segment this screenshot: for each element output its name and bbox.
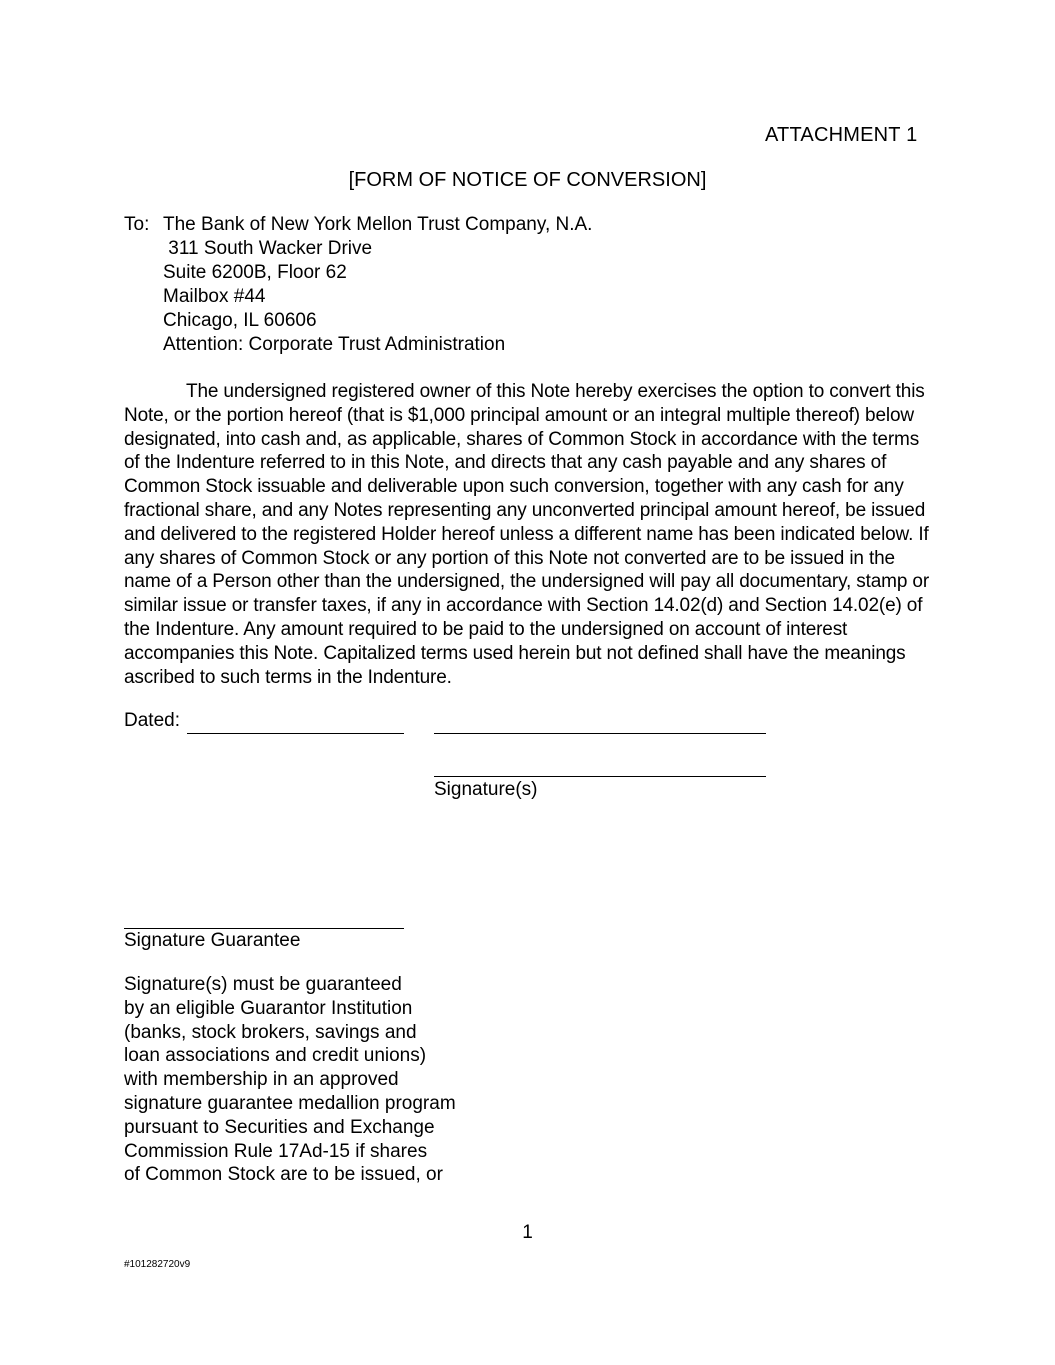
signature-caption: Signature(s)	[434, 779, 538, 800]
address-line: Mailbox #44	[163, 286, 266, 307]
address-line: Chicago, IL 60606	[163, 310, 317, 331]
address-lines	[163, 213, 592, 357]
attachment-label: ATTACHMENT 1	[765, 124, 918, 146]
date-blank-line[interactable]	[187, 733, 404, 734]
signature-guarantee-line[interactable]	[124, 928, 404, 929]
document-id: #101282720v9	[124, 1259, 191, 1270]
address-line: 311 South Wacker Drive	[163, 238, 373, 259]
signature-line-1[interactable]	[434, 733, 766, 734]
conversion-notice-paragraph: The undersigned registered owner of this Note hereby exercises the option to convert this Note, or the portion hereof (that is $1,000 principal amount or an integral multiple thereof) below designated, into cash and, as applicable, shares of Common Stock in accordance with the terms of the Indenture referred to in this Note, and directs that any cash payable and any shares of Common Stock issuable and deliverable upon such conversion, together with any cash for any fractional share, and any Notes representing any unconverted principal amount hereof, be issued and delivered to the registered Holder hereof unless a different name has been indicated below. If any shares of Common Stock or any portion of this Note not converted are to be issued in the name of a Person other than the undersigned, the undersigned will pay all documentary, stamp or similar issue or transfer taxes, if any in accordance with Section 14.02(d) and Section 14.02(e) of the Indenture. Any amount required to be paid to the undersigned on account of interest accompanies this Note. Capitalized terms used herein but not defined shall have the meanings ascribed to such terms in the Indenture.	[124, 381, 929, 688]
address-line: Attention: Corporate Trust Administration	[163, 334, 506, 355]
dated-label: Dated:	[124, 710, 180, 731]
page-number: 1	[522, 1222, 533, 1243]
address-line: Suite 6200B, Floor 62	[163, 262, 347, 283]
form-title: [FORM OF NOTICE OF CONVERSION]	[348, 169, 707, 191]
guarantee-requirements-text: Signature(s) must be guaranteed by an eligible Guarantor Institution (banks, stock brokers, savings and loan associations and credit unions) with membership in an approved signature guarantee medallion program pursuant to Securities and Exchange Commission Rule 17Ad-15 if shares of Common Stock are to be issued, or	[124, 974, 456, 1186]
to-label: To:	[124, 214, 150, 235]
signature-guarantee-caption: Signature Guarantee	[124, 930, 301, 951]
address-line: The Bank of New York Mellon Trust Company, N.A.	[163, 214, 593, 235]
signature-line-2[interactable]	[434, 776, 766, 777]
